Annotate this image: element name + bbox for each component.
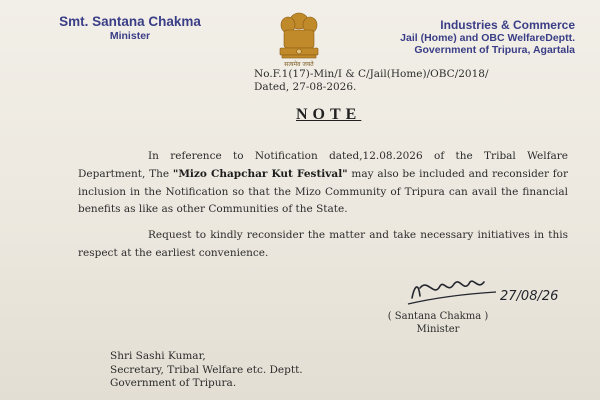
letterhead-left [30, 14, 230, 42]
department-line3: Government of Tripura, Agartala [414, 44, 575, 56]
department-line1: Industries & Commerce [440, 18, 575, 32]
paragraph-1 [78, 148, 568, 219]
minister-role: Minister [109, 30, 151, 42]
emblem-motto: सत्यमेव जयते [284, 61, 314, 68]
handwritten-signature [404, 268, 574, 310]
signature-date: 27/08/26 [500, 289, 559, 304]
reference-block [254, 68, 554, 94]
addressee-line3: Government of Tripura. [110, 377, 237, 389]
paragraph-1-intro: In reference to Notification dated,12.08.2026 of the Tribal Welfare Department, The [78, 150, 568, 180]
note-body [78, 148, 568, 263]
letterhead-right [340, 18, 575, 56]
minister-name: Smt. Santana Chakma [59, 14, 201, 29]
paragraph-2: Request to kindly reconsider the matter and take necessary initiatives in this respect at the earliest convenience. [78, 229, 568, 259]
signatory-designation: Minister [416, 324, 460, 335]
signatory-name: ( Santana Chakma ) [387, 311, 489, 322]
page-title: NOTE [296, 106, 362, 123]
addressee-line2: Secretary, Tribal Welfare etc. Deptt. [110, 363, 303, 376]
national-emblem-icon [270, 8, 328, 70]
department-line2: Jail (Home) and OBC WelfareDeptt. [400, 32, 575, 44]
addressee-block [110, 350, 410, 391]
reference-date: Dated, 27-08-2026. [254, 81, 357, 93]
reference-number: No.F.1(17)-Min/I & C/Jail(Home)/OBC/2018/ [254, 68, 489, 80]
addressee-line1: Shri Sashi Kumar, [110, 350, 206, 362]
paragraph-1-rest: may also be included and reconsider for inclusion in the Notification so that the Mizo Community of Tripura can avail the financial benefits as like as other Communities of the State. [78, 167, 569, 216]
signatory-block [378, 310, 498, 336]
festival-name: "Mizo Chapchar Kut Festival" [172, 167, 348, 180]
